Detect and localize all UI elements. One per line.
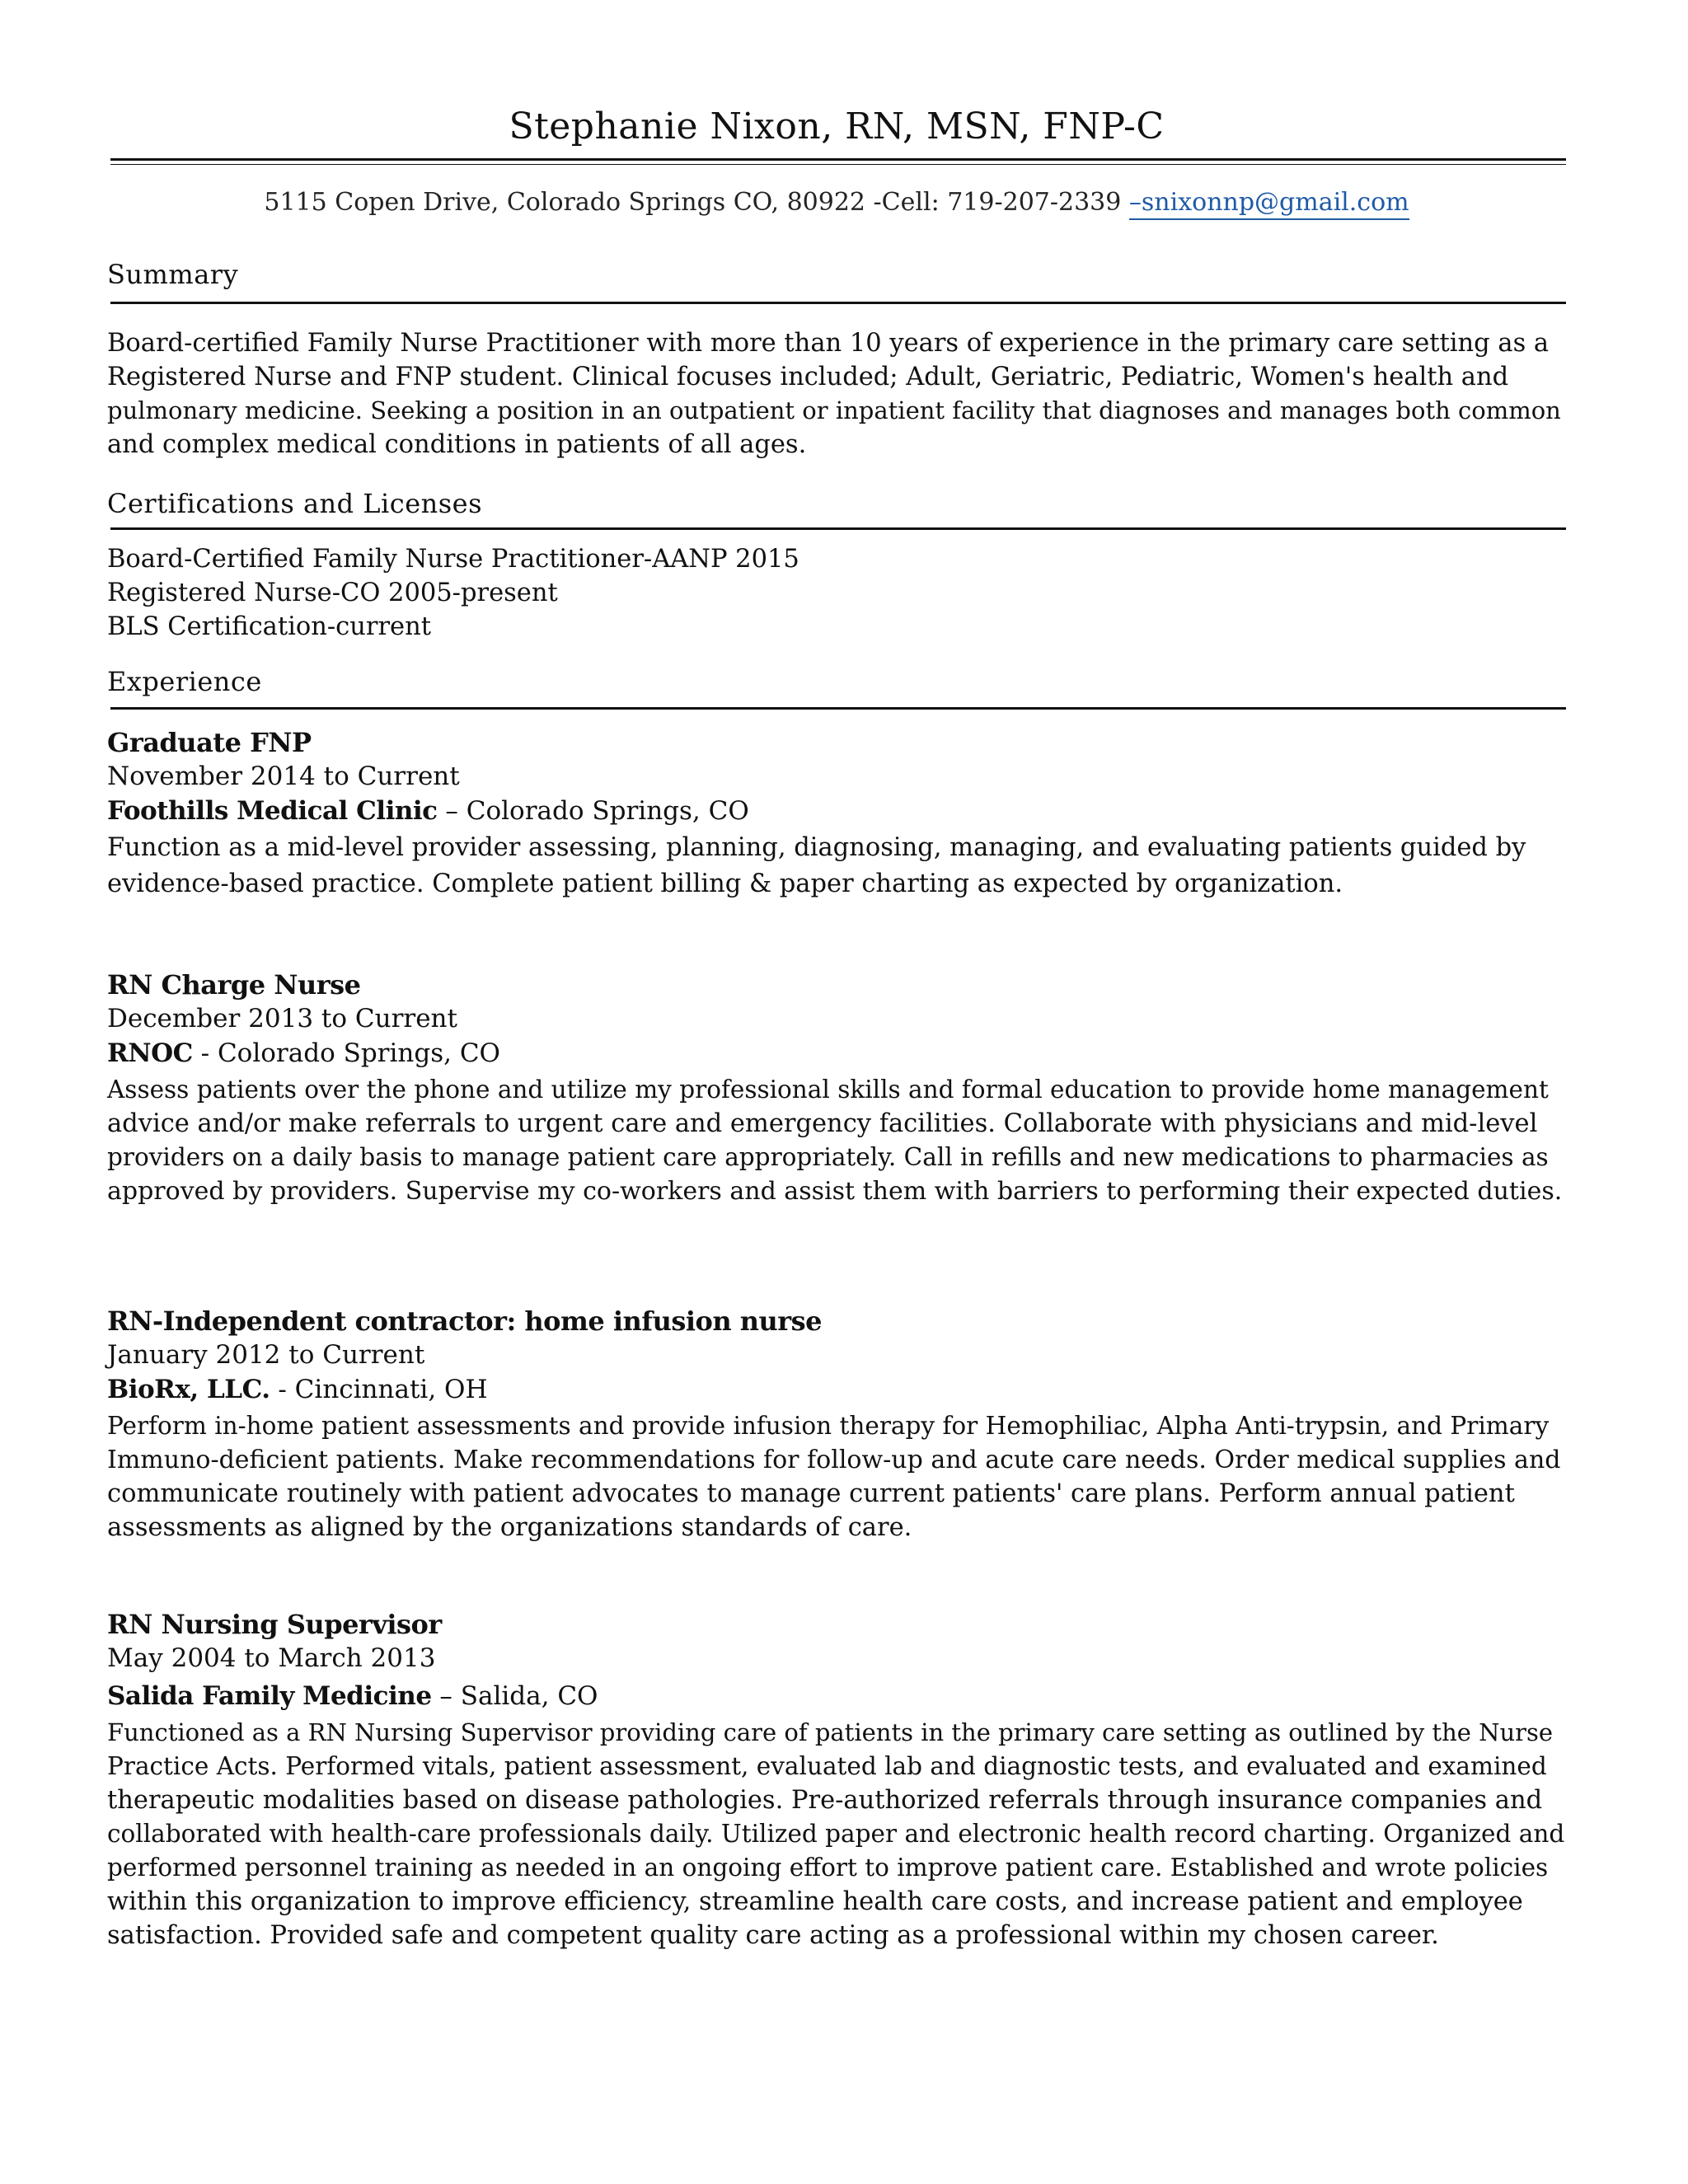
job-description-line: assessments as aligned by the organizations standards of care. [107, 1513, 912, 1542]
candidate-name: Stephanie Nixon, RN, MSN, FNP-C [509, 105, 1165, 148]
summary-line: pulmonary medicine. Seeking a position in an outpatient or inpatient facility that diagnoses and manages both common [107, 396, 1561, 424]
employer-name: BioRx, LLC. [107, 1375, 270, 1404]
certification-item: BLS Certification-current [107, 612, 432, 641]
job-description-line: satisfaction. Provided safe and competent quality care acting as a professional within my chosen career. [107, 1921, 1439, 1950]
job-description-line: approved by providers. Supervise my co-workers and assist them with barriers to performing their expected duties. [107, 1177, 1563, 1206]
job-description-line: Functioned as a RN Nursing Supervisor providing care of patients in the primary care setting as outlined by the Nurse [107, 1718, 1554, 1746]
employer-name: Salida Family Medicine [107, 1681, 432, 1711]
job-employer [107, 1681, 598, 1711]
employer-location: – Colorado Springs, CO [437, 796, 749, 826]
summary-line: Board-certified Family Nurse Practitioner with more than 10 years of experience in the primary care setting as a [107, 329, 1550, 358]
job-title: RN Charge Nurse [107, 969, 361, 1001]
employer-name: Foothills Medical Clinic [107, 796, 438, 826]
job-dates: May 2004 to March 2013 [107, 1643, 436, 1673]
job-description-line: providers on a daily basis to manage patient care appropriately. Call in refills and new medications to pharmacies as [107, 1143, 1549, 1171]
job-title: Graduate FNP [107, 727, 312, 758]
certifications-list [107, 542, 1566, 644]
name-divider-thin [110, 164, 1566, 165]
job-employer [107, 1038, 500, 1068]
job-description [107, 830, 1566, 902]
employer-location: - Cincinnati, OH [270, 1375, 488, 1404]
job-description [107, 1409, 1566, 1544]
employer-location: – Salida, CO [431, 1681, 598, 1711]
email-link[interactable]: –snixonnp@gmail.com [1129, 188, 1409, 220]
job-description-line: advice and/or make referrals to urgent care and emergency facilities. Collaborate with physicians and mid-level [107, 1109, 1538, 1138]
job-employer [107, 796, 749, 826]
summary-heading: Summary [107, 259, 239, 290]
job-dates: January 2012 to Current [107, 1340, 425, 1370]
summary-line: Registered Nurse and FNP student. Clinical focuses included; Adult, Geriatric, Pediatric, Women's health and [107, 363, 1509, 391]
job-description-line: communicate routinely with patient advocates to manage current patients' care plans. Perform annual patient [107, 1479, 1515, 1508]
certification-item: Board-Certified Family Nurse Practitioner-AANP 2015 [107, 545, 799, 574]
name-divider [110, 158, 1566, 161]
certifications-heading: Certifications and Licenses [107, 488, 483, 519]
job-description-line: performed personnel training as needed in an ongoing effort to improve patient care. Established and wrote policies [107, 1854, 1549, 1882]
summary-line: and complex medical conditions in patients of all ages. [107, 430, 807, 459]
employer-location: - Colorado Springs, CO [192, 1038, 500, 1068]
job-title: RN Nursing Supervisor [107, 1609, 442, 1640]
summary-divider [110, 302, 1566, 304]
job-description-line: Practice Acts. Performed vitals, patient assessment, evaluated lab and diagnostic tests, and evaluated and examined [107, 1752, 1547, 1780]
job-description [107, 1716, 1566, 1952]
job-description-line: therapeutic modalities based on disease pathologies. Pre-authorized referrals through insurance companies and [107, 1786, 1543, 1815]
job-dates: November 2014 to Current [107, 762, 460, 791]
job-description-line: collaborated with health-care professionals daily. Utilized paper and electronic health record charting. Organized and [107, 1820, 1565, 1848]
employer-name: RNOC [107, 1038, 193, 1068]
summary-text [107, 326, 1566, 462]
experience-heading: Experience [107, 666, 262, 697]
job-dates: December 2013 to Current [107, 1004, 457, 1033]
job-description-line: within this organization to improve efficiency, streamline health care costs, and increase patient and employee [107, 1887, 1523, 1916]
contact-line [107, 188, 1566, 217]
job-description-line: Assess patients over the phone and utilize my professional skills and formal education to provide home management [107, 1076, 1549, 1104]
job-description-line: Function as a mid-level provider assessing, planning, diagnosing, managing, and evaluating patients guided by [107, 833, 1526, 862]
job-employer [107, 1375, 488, 1404]
certification-item: Registered Nurse-CO 2005-present [107, 579, 558, 607]
job-description-line: Perform in-home patient assessments and provide infusion therapy for Hemophiliac, Alpha Anti-trypsin, and Primary [107, 1412, 1550, 1440]
resume-page [107, 0, 1566, 2184]
experience-divider [110, 707, 1566, 710]
certifications-divider [110, 527, 1566, 530]
contact-details: 5115 Copen Drive, Colorado Springs CO, 80922 -Cell: 719-207-2339 [264, 188, 1129, 217]
job-description [107, 1073, 1566, 1208]
job-description-line: Immuno-deficient patients. Make recommendations for follow-up and acute care needs. Order medical supplies and [107, 1446, 1561, 1474]
job-description-line: evidence-based practice. Complete patient billing & paper charting as expected by organization. [107, 869, 1343, 898]
job-title: RN-Independent contractor: home infusion nurse [107, 1305, 823, 1337]
